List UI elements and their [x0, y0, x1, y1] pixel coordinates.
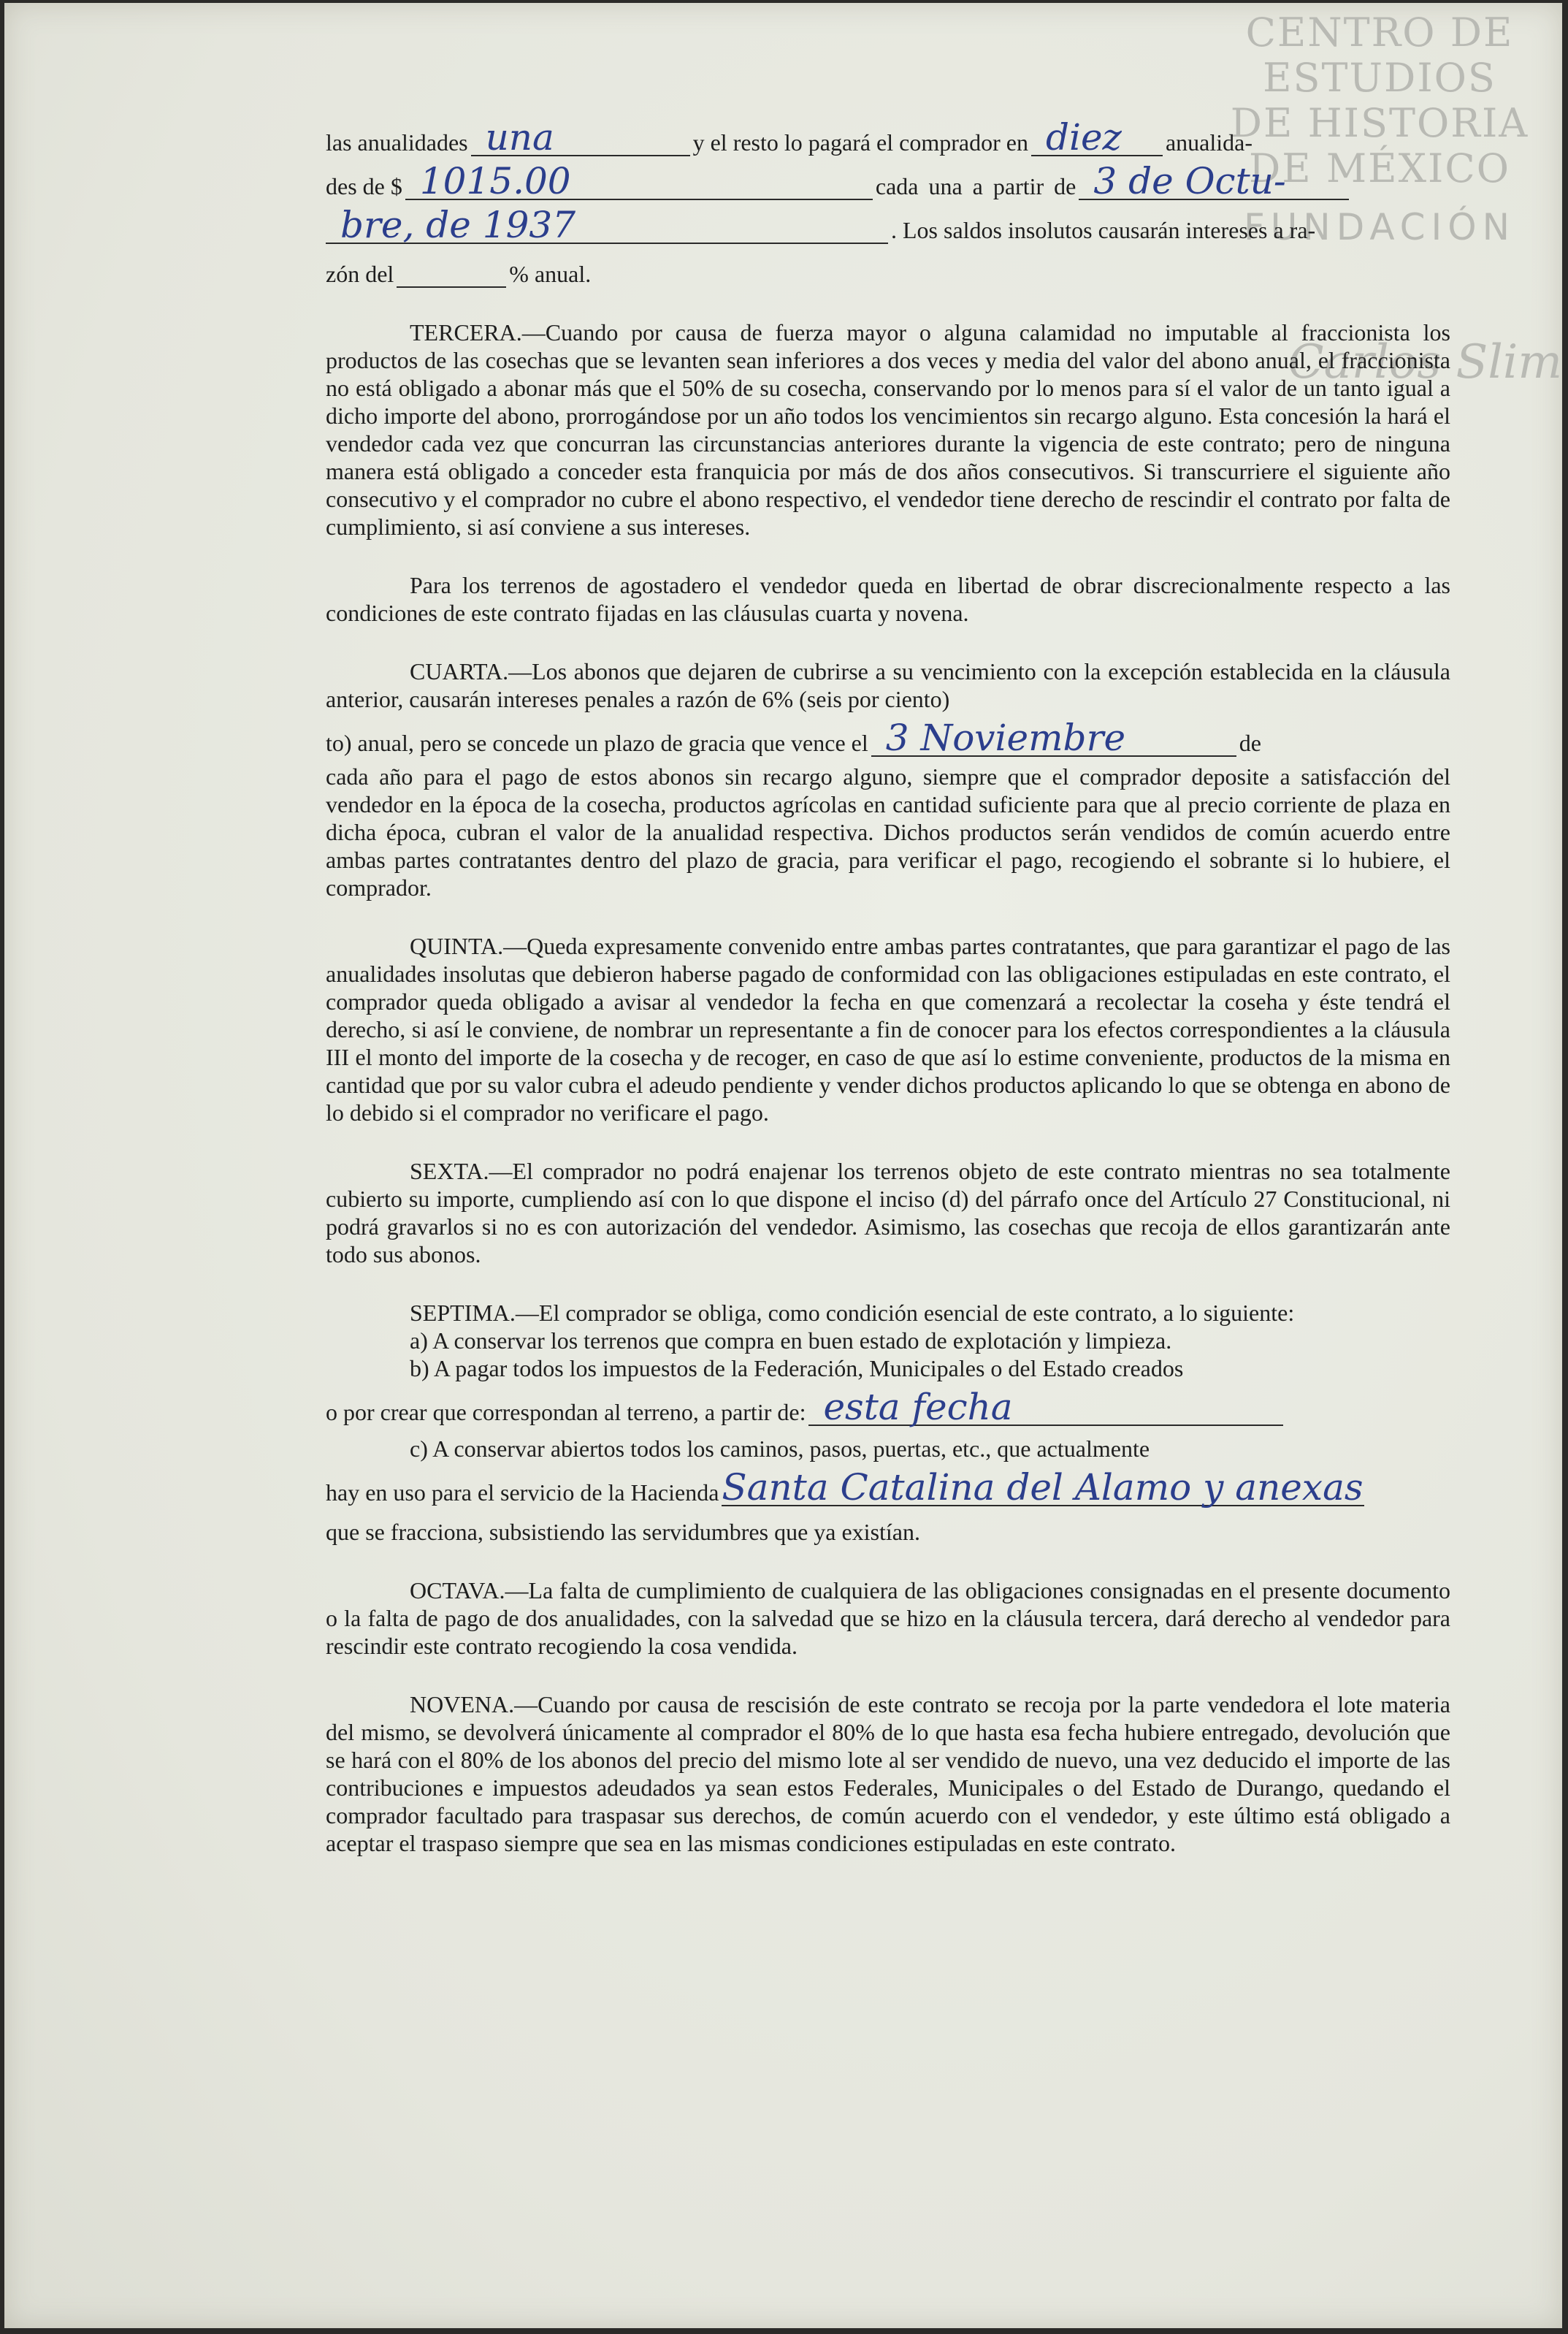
- septima-item-c-line: [326, 1426, 1450, 1462]
- handwritten-entry: 1015.00: [419, 160, 571, 202]
- watermark-line: ESTUDIOS: [1263, 55, 1496, 101]
- clause-cuarta: CUARTA.—Los abonos que dejaren de cubrirse a su vencimiento con la excepción establecida en la cláusula anterior, causarán intereses penales a razón de 6% (seis por ciento): [326, 658, 1450, 712]
- header-line-1: [326, 112, 1450, 159]
- watermark-line: FUNDACIÓN: [1243, 206, 1516, 248]
- cuarta-fill-line: [326, 713, 1450, 757]
- clause-septima: SEPTIMA.—El comprador se obliga, como condición esencial de este contrato, a lo siguiente:: [410, 1300, 1295, 1326]
- text: anualida-: [1165, 129, 1253, 156]
- septima-item-b: b) A pagar todos los impuestos de la Federación, Municipales o del Estado creados: [410, 1355, 1184, 1381]
- septima-b-fill-line: [326, 1382, 1450, 1426]
- septima-item-a: a) A conservar los terrenos que compra en buen estado de explotación y limpieza.: [410, 1327, 1172, 1354]
- text: de: [1239, 730, 1261, 756]
- watermark-line: CENTRO DE: [1245, 9, 1514, 56]
- clause-octava: OCTAVA.—La falta de cumplimiento de cualquiera de las obligaciones consignadas en el presente documento o la falta de pago de dos anualidades, con la salvedad que se hizo en la cláusula tercera, dará derecho al vendedor para rescindir este contrato recogiendo la cosa vendida.: [326, 1577, 1450, 1659]
- text: hay en uso para el servicio de la Hacienda: [326, 1479, 719, 1506]
- watermark-line: DE HISTORIA: [1230, 100, 1529, 146]
- clause-tercera-agostadero: Para los terrenos de agostadero el vendedor queda en libertad de obrar discrecionalmente respecto a las condiciones de este contrato fijadas en las cláusulas cuarta y novena.: [326, 572, 1450, 626]
- septima-item-c: c) A conservar abiertos todos los caminos, pasos, puertas, etc., que actualmente: [410, 1435, 1150, 1462]
- header-line-3: [326, 200, 1450, 244]
- text: to) anual, pero se concede un plazo de gracia que vence el: [326, 730, 868, 756]
- watermark-line: DE MÉXICO: [1249, 145, 1510, 191]
- fill-blank: [808, 1386, 1283, 1428]
- handwritten-entry: diez: [1045, 116, 1122, 159]
- fill-blank: [326, 204, 888, 246]
- text: que se fracciona, subsistiendo las servidumbres que ya existían.: [326, 1519, 920, 1545]
- clause-novena: NOVENA.—Cuando por causa de rescisión de este contrato se recoja por la parte vendedora el lote materia del mismo, se devolverá únicamente al comprador el 80% de lo que hasta esa fecha hubiere entregado, devolución que se hará con el 80% de los abonos del precio del mismo lote al ser vendido de nuevo, una vez deducido el importe de las contribuciones e impuestos adeudados ya sean estos Federales, Municipales o del Estado de Durango, quedando el comprador facultado para traspasar sus derechos, de común acuerdo con el vendedor, y este último está obligado a aceptar el traspaso siempre que sea en las mismas condiciones estipuladas en este contrato.: [326, 1691, 1450, 1856]
- handwritten-entry: bre, de 1937: [340, 204, 576, 246]
- text: des de $: [326, 173, 402, 199]
- clause-sexta: SEXTA.—El comprador no podrá enajenar los terrenos objeto de este contrato mientras no sea totalmente cubierto su importe, cumpliendo así con lo que dispone el inciso (d) del párrafo once del Artículo 27 Constitucional, ni podrá gravarlos si no es con autorización del vendedor. Asimismo, las cosechas que recoja de ellos garantizarán ante todo sus abonos.: [326, 1158, 1450, 1267]
- watermark-signature: Carlos Slim: [1288, 335, 1562, 389]
- text: zón del: [326, 261, 394, 287]
- fill-blank: [471, 116, 690, 159]
- text: las anualidades: [326, 129, 468, 156]
- clause-cuarta-cont: cada año para el pago de estos abonos sin recargo alguno, siempre que el comprador deposite a satisfacción del vendedor en la época de la cosecha, productos agrícolas en cantidad suficiente para que al precio corriente de plaza en dicha época, cubran el valor de la anualidad respectiva. Dichos productos serán vendidos de común acuerdo entre ambas partes contratantes dentro del plazo de gracia, para verificar el pago, recogiendo el sobrante si lo hubiere, el comprador.: [326, 763, 1450, 901]
- handwritten-entry: Santa Catalina del Alamo y anexas: [722, 1466, 1364, 1509]
- handwritten-entry: una: [485, 116, 554, 159]
- handwritten-entry: 3 de Octu-: [1093, 160, 1286, 202]
- clause-tercera: TERCERA.—Cuando por causa de fuerza mayor o alguna calamidad no imputable al fraccionista los productos de las cosechas que se levanten sean inferiores a dos veces y media del valor del abono anual, el fraccionista no está obligado a abonar más que el 50% de su cosecha, conservando por lo menos para sí el valor de un tanto igual a dicho importe del abono, prorrogándose por un año todos los vencimientos sin recargo alguno. Esta concesión la hará el vendedor cada vez que concurran las circunstancias anteriores durante la vigencia de este contrato; pero de ninguna manera está obligado a conceder esta franquicia por más de dos años consecutivos. Si transcurriere el siguiente año consecutivo y el comprador no cubre el abono respectivo, el vendedor tiene derecho de rescindir el contrato por falta de cumplimiento, si así conviene a sus intereses.: [326, 319, 1450, 540]
- header-line-2: [326, 156, 1450, 200]
- fill-blank: [871, 717, 1236, 759]
- handwritten-entry: 3 Noviembre: [885, 717, 1126, 759]
- fill-blank: [397, 257, 506, 288]
- clause-quinta: QUINTA.—Queda expresamente convenido entre ambas partes contratantes, que para garantizar el pago de las anualidades insolutas que debieron haberse pagado de conformidad con las obligaciones estipuladas en este contrato, el comprador queda obligado a avisar al vendedor la fecha en que comenzará a recolectar la coseha y éste tendrá el derecho, si así le conviene, de nombrar un representante a fin de conocer para los efectos correspondientes a la cláusula III el monto del importe de la cosecha y de recoger, en caso de que así lo estime conveniente, productos de la misma en cantidad que por su valor cubra el adeudo pendiente y vender dichos productos aplicando lo que se obtenga en abono de lo debido si el comprador no verificare el pago.: [326, 933, 1450, 1126]
- septima-c-cont-line: [326, 1506, 1450, 1546]
- septima-c-fill-line: [326, 1462, 1450, 1509]
- fill-blank: [405, 160, 873, 202]
- header-line-4: [326, 244, 1450, 288]
- text: . Los saldos insolutos causarán intereses a ra-: [891, 217, 1316, 243]
- contract-text: [326, 112, 1450, 1857]
- text: cada una a partir de: [875, 173, 1076, 199]
- fill-blank: [722, 1466, 1364, 1509]
- text: o por crear que correspondan al terreno, a partir de:: [326, 1399, 806, 1425]
- fill-blank: [1031, 116, 1163, 159]
- fill-blank: [1079, 160, 1349, 202]
- text: % anual.: [509, 261, 592, 287]
- text: y el resto lo pagará el comprador en: [692, 129, 1028, 156]
- handwritten-entry: esta fecha: [823, 1386, 1013, 1428]
- document-page: [4, 3, 1562, 2328]
